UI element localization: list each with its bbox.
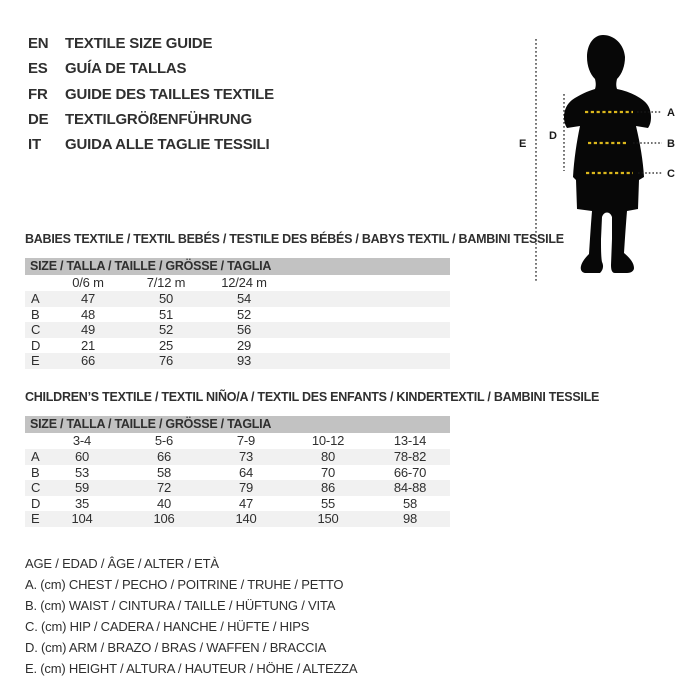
cell-value: 58 bbox=[156, 464, 172, 480]
cell-value: 150 bbox=[317, 511, 339, 527]
column-header: 0/6 m bbox=[72, 275, 104, 290]
cell-value: 49 bbox=[80, 322, 96, 338]
cell-value: 50 bbox=[158, 291, 174, 306]
table-row bbox=[25, 511, 450, 527]
legend-height: E. (cm) HEIGHT / ALTURA / HAUTEUR / HÖHE / ALTEZZA bbox=[25, 661, 358, 676]
table-row bbox=[25, 465, 450, 481]
cell-value: 64 bbox=[238, 464, 254, 480]
cell-value: 140 bbox=[235, 511, 257, 527]
row-label: E bbox=[31, 511, 40, 527]
row-label: B bbox=[31, 306, 40, 322]
row-label: A bbox=[31, 449, 40, 464]
column-header: 12/24 m bbox=[221, 275, 267, 290]
table-row bbox=[25, 353, 450, 369]
lang-row-es bbox=[28, 61, 274, 76]
row-label: B bbox=[31, 464, 40, 480]
cell-value: 52 bbox=[158, 322, 174, 338]
cell-value: 29 bbox=[236, 337, 252, 353]
cell-value: 66 bbox=[80, 353, 96, 369]
cell-value: 35 bbox=[74, 495, 90, 511]
cell-value: 47 bbox=[80, 291, 96, 306]
mark-label-a: A bbox=[667, 107, 675, 119]
row-label: D bbox=[31, 495, 41, 511]
lang-code: FR bbox=[28, 85, 48, 103]
table-row bbox=[25, 480, 450, 496]
cell-value: 66-70 bbox=[393, 464, 427, 480]
legend-waist: B. (cm) WAIST / CINTURA / TAILLE / HÜFTUNG / VITA bbox=[25, 598, 336, 613]
babies-size-table bbox=[25, 258, 450, 369]
cell-value: 21 bbox=[80, 337, 96, 353]
cell-value: 84-88 bbox=[393, 480, 427, 496]
legend-chest: A. (cm) CHEST / PECHO / POITRINE / TRUHE / PETTO bbox=[25, 577, 344, 592]
lang-title: GUIDA ALLE TAGLIE TESSILI bbox=[65, 136, 270, 154]
row-label: D bbox=[31, 337, 41, 353]
table-row bbox=[25, 449, 450, 465]
cell-value: 59 bbox=[74, 480, 90, 496]
lang-code: IT bbox=[28, 136, 41, 154]
mark-label-d: D bbox=[549, 130, 557, 142]
mark-label-c: C bbox=[667, 168, 675, 180]
cell-value: 53 bbox=[74, 464, 90, 480]
cell-value: 40 bbox=[156, 495, 172, 511]
column-header: 5-6 bbox=[154, 433, 174, 448]
cell-value: 78-82 bbox=[393, 449, 427, 464]
lang-row-en bbox=[28, 36, 274, 51]
row-label: E bbox=[31, 353, 40, 369]
cell-value: 70 bbox=[320, 464, 336, 480]
cell-value: 93 bbox=[236, 353, 252, 369]
cell-value: 86 bbox=[320, 480, 336, 496]
column-header: 3-4 bbox=[72, 433, 92, 448]
mark-label-e: E bbox=[519, 138, 527, 150]
babies-section-heading: BABIES TEXTILE / TEXTIL BEBÉS / TESTILE DES BÉBÉS / BABYS TEXTIL / BAMBINI TESSILE bbox=[25, 232, 564, 246]
column-header: 7-9 bbox=[236, 433, 256, 448]
language-title-list bbox=[28, 36, 274, 162]
table-row bbox=[25, 322, 450, 338]
lang-code: DE bbox=[28, 110, 49, 128]
corner-cell bbox=[25, 433, 41, 449]
cell-value: 80 bbox=[320, 449, 336, 464]
mark-label-b: B bbox=[667, 138, 675, 150]
cell-value: 25 bbox=[158, 337, 174, 353]
lang-title: GUÍA DE TALLAS bbox=[65, 60, 187, 78]
corner-cell bbox=[25, 275, 49, 291]
lang-title: TEXTILGRÖßENFÜHRUNG bbox=[65, 110, 253, 128]
cell-value: 54 bbox=[236, 291, 252, 306]
lang-title: TEXTILE SIZE GUIDE bbox=[65, 35, 213, 52]
lang-row-it bbox=[28, 137, 274, 152]
row-label: C bbox=[31, 480, 41, 496]
cell-value: 48 bbox=[80, 306, 96, 322]
lang-code: ES bbox=[28, 60, 48, 78]
children-size-table bbox=[25, 416, 450, 527]
column-header: 10-12 bbox=[311, 433, 345, 448]
babies-size-header-bar: SIZE / TALLA / TAILLE / GRÖSSE / TAGLIA bbox=[25, 258, 450, 275]
lang-title: GUIDE DES TAILLES TEXTILE bbox=[65, 85, 274, 103]
column-header: 7/12 m bbox=[146, 275, 186, 290]
legend-arm: D. (cm) ARM / BRAZO / BRAS / WAFFEN / BRACCIA bbox=[25, 640, 327, 655]
cell-value: 55 bbox=[320, 495, 336, 511]
cell-value: 60 bbox=[74, 449, 90, 464]
lang-row-fr bbox=[28, 87, 274, 102]
cell-value: 51 bbox=[158, 306, 174, 322]
row-label: C bbox=[31, 322, 41, 338]
cell-value: 76 bbox=[158, 353, 174, 369]
cell-value: 79 bbox=[238, 480, 254, 496]
cell-value: 47 bbox=[238, 495, 254, 511]
cell-value: 72 bbox=[156, 480, 172, 496]
table-row bbox=[25, 496, 450, 512]
children-size-header-bar: SIZE / TALLA / TAILLE / GRÖSSE / TAGLIA bbox=[25, 416, 450, 433]
cell-value: 52 bbox=[236, 306, 252, 322]
cell-value: 106 bbox=[153, 511, 175, 527]
child-silhouette bbox=[564, 35, 651, 273]
cell-value: 56 bbox=[236, 322, 252, 338]
row-label: A bbox=[31, 291, 40, 306]
child-silhouette-figure bbox=[500, 25, 700, 285]
measurement-legend bbox=[25, 553, 357, 679]
table-row bbox=[25, 291, 450, 307]
children-column-header-row bbox=[25, 433, 450, 449]
table-row bbox=[25, 338, 450, 354]
legend-age: AGE / EDAD / ÂGE / ALTER / ETÀ bbox=[25, 556, 219, 571]
cell-value: 73 bbox=[238, 449, 254, 464]
legend-hip: C. (cm) HIP / CADERA / HANCHE / HÜFTE / HIPS bbox=[25, 619, 310, 634]
babies-column-header-row bbox=[25, 275, 450, 291]
lang-code: EN bbox=[28, 35, 49, 52]
cell-value: 66 bbox=[156, 449, 172, 464]
lang-row-de bbox=[28, 112, 274, 127]
cell-value: 98 bbox=[402, 511, 418, 527]
column-header: 13-14 bbox=[393, 433, 427, 448]
table-row bbox=[25, 307, 450, 323]
cell-value: 104 bbox=[71, 511, 93, 527]
children-section-heading: CHILDREN’S TEXTILE / TEXTIL NIÑO/A / TEXTIL DES ENFANTS / KINDERTEXTIL / BAMBINI TESSILE bbox=[25, 390, 600, 404]
cell-value: 58 bbox=[402, 495, 418, 511]
